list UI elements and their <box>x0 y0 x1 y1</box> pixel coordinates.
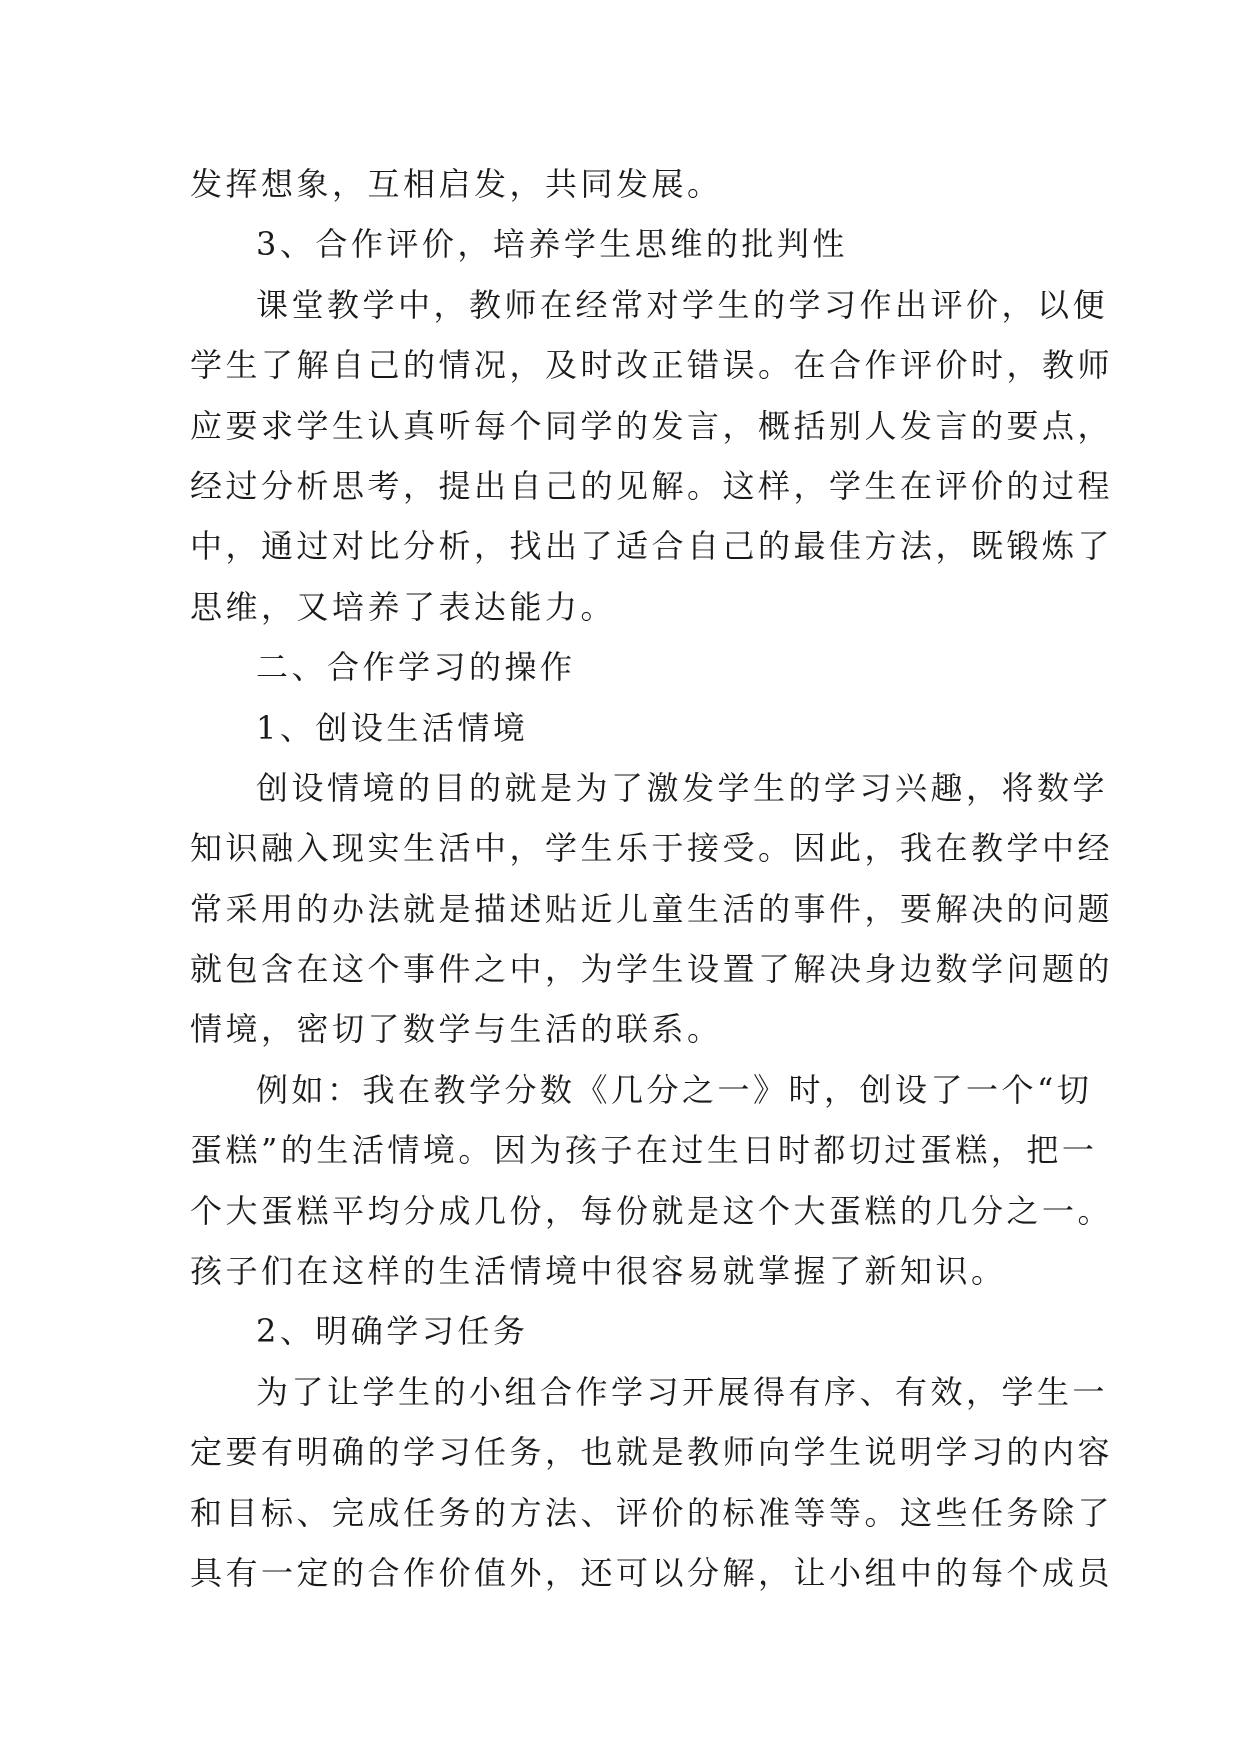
paragraph-line: 学生了解自己的情况，及时改正错误。在合作评价时，教师 <box>190 346 1114 385</box>
paragraph-line: 情境，密切了数学与生活的联系。 <box>190 1010 723 1049</box>
paragraph-line: 例如：我在教学分数《几分之一》时，创设了一个“切 <box>256 1070 1093 1109</box>
paragraph-line: 定要有明确的学习任务，也就是教师向学生说明学习的内容 <box>190 1433 1114 1472</box>
paragraph-line: 就包含在这个事件之中，为学生设置了解决身边数学问题的 <box>190 950 1114 989</box>
paragraph-line: 和目标、完成任务的方法、评价的标准等等。这些任务除了 <box>190 1493 1114 1532</box>
paragraph-line: 为了让学生的小组合作学习开展得有序、有效，学生一 <box>256 1372 1109 1411</box>
paragraph-line: 课堂教学中，教师在经常对学生的学习作出评价，以便 <box>256 285 1109 324</box>
paragraph-line: 思维，又培养了表达能力。 <box>190 587 617 626</box>
paragraph-line: 发挥想象，互相启发，共同发展。 <box>190 165 723 203</box>
paragraph-line: 经过分析思考，提出自己的见解。这样，学生在评价的过程 <box>190 466 1114 505</box>
section-heading: 2、明确学习任务 <box>256 1312 529 1351</box>
paragraph-line: 知识融入现实生活中，学生乐于接受。因此，我在教学中经 <box>190 829 1114 868</box>
paragraph-line: 蛋糕”的生活情境。因为孩子在过生日时都切过蛋糕，把一 <box>190 1131 1098 1170</box>
section-heading: 1、创设生活情境 <box>256 708 529 747</box>
paragraph-line: 创设情境的目的就是为了激发学生的学习兴趣，将数学 <box>256 768 1109 807</box>
paragraph-line: 孩子们在这样的生活情境中很容易就掌握了新知识。 <box>190 1252 1007 1291</box>
document-body <box>190 154 1114 1603</box>
section-heading: 3、合作评价，培养学生思维的批判性 <box>256 225 848 264</box>
paragraph-line: 常采用的办法就是描述贴近儿童生活的事件，要解决的问题 <box>190 889 1114 928</box>
paragraph-line: 具有一定的合作价值外，还可以分解，让小组中的每个成员 <box>190 1553 1114 1592</box>
section-heading: 二、合作学习的操作 <box>256 648 576 687</box>
paragraph-line: 个大蛋糕平均分成几份，每份就是这个大蛋糕的几分之一。 <box>190 1191 1114 1230</box>
paragraph-line: 中，通过对比分析，找出了适合自己的最佳方法，既锻炼了 <box>190 527 1114 566</box>
paragraph-line: 应要求学生认真听每个同学的发言，概括别人发言的要点， <box>190 406 1114 445</box>
